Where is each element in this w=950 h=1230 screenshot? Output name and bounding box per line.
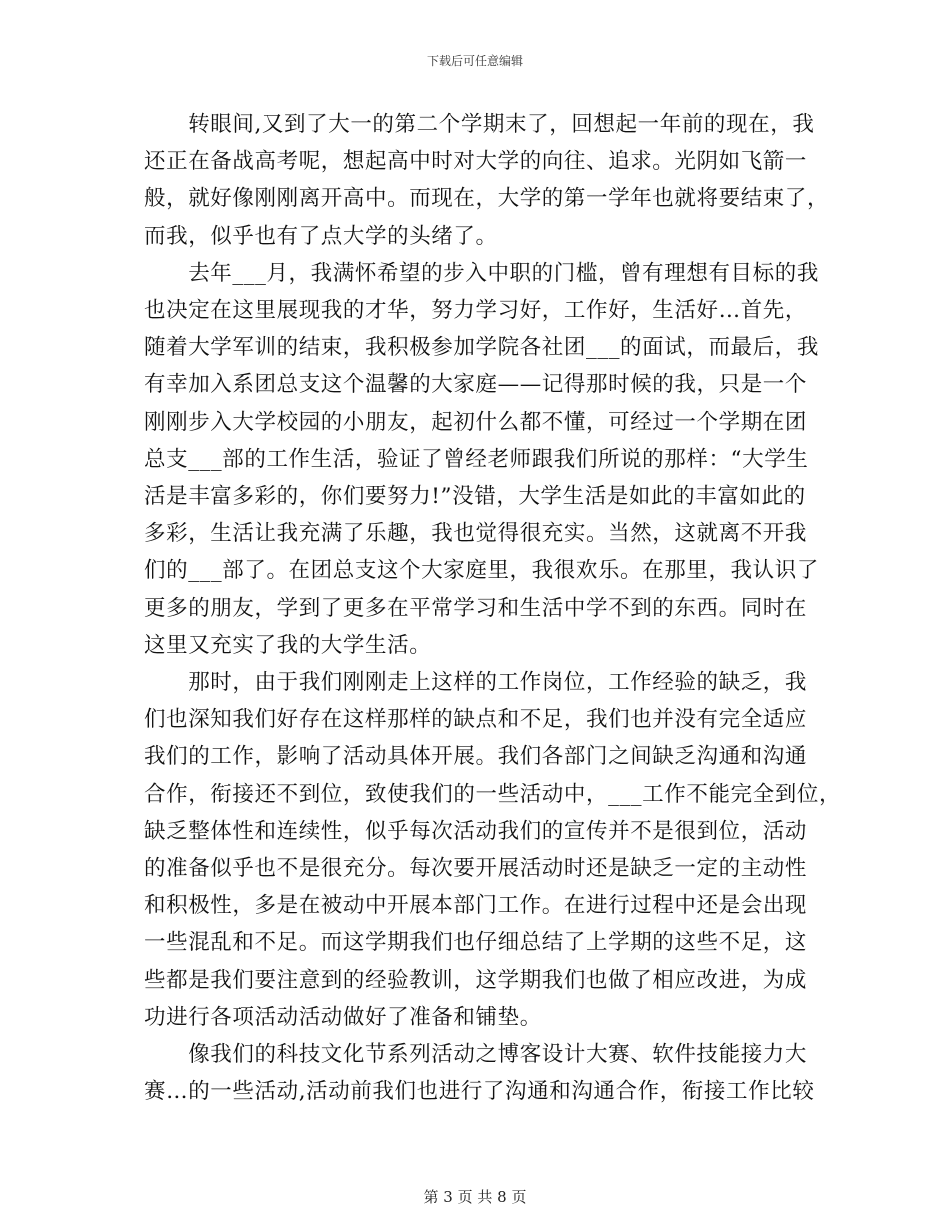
text-line: 般，就好像刚刚离开高中。而现在，大学的第一学年也就将要结束了， <box>144 186 830 212</box>
text-line: 这里又充实了我的大学生活。 <box>144 632 432 658</box>
text-line: 些都是我们要注意到的经验教训，这学期我们也做了相应改进，为成 <box>144 967 808 993</box>
text-line: 像我们的科技文化节系列活动之博客设计大赛、软件技能接力大 <box>144 1042 808 1068</box>
text-line: 转眼间,又到了大一的第二个学期末了，回想起一年前的现在，我 <box>144 112 815 137</box>
text-line: 赛…的一些活动,活动前我们也进行了沟通和沟通合作，衔接工作比较 <box>144 1079 815 1105</box>
page-header: 下载后可任意编辑 <box>426 54 523 68</box>
text-line: 还正在备战高考呢，想起高中时对大学的向往、追求。光阴如飞箭一 <box>144 149 808 175</box>
text-line: 合作，衔接还不到位，致使我们的一些活动中，___工作不能完全到位， <box>144 781 842 807</box>
page-footer: 第 3 页 共 8 页 <box>423 1188 527 1206</box>
text-line: 那时，由于我们刚刚走上这样的工作岗位，工作经验的缺乏，我 <box>144 670 808 696</box>
text-line: 活是丰富多彩的，你们要努力!”没错，大学生活是如此的丰富如此的 <box>144 484 806 510</box>
paragraph-4 <box>144 1036 814 1110</box>
text-line: 们的___部了。在团总支这个大家庭里，我很欢乐。在那里，我认识了 <box>144 558 819 584</box>
paragraph-3 <box>144 664 842 1036</box>
text-line: 随着大学军训的结束，我积极参加学院各社团___的面试，而最后，我 <box>144 335 819 361</box>
text-line: 我们的工作，影响了活动具体开展。我们各部门之间缺乏沟通和沟通 <box>144 744 808 770</box>
text-line: 总支___部的工作生活，验证了曾经老师跟我们所说的那样：“大学生 <box>144 446 809 472</box>
text-line: 和积极性，多是在被动中开展本部门工作。在进行过程中还是会出现 <box>144 893 808 919</box>
text-line: 而我，似乎也有了点大学的头绪了。 <box>144 223 498 249</box>
text-line: 一些混乱和不足。而这学期我们也仔细总结了上学期的这些不足，这 <box>144 930 808 956</box>
text-line: 功进行各项活动活动做好了准备和铺垫。 <box>144 1004 542 1030</box>
paragraph-1 <box>144 106 830 255</box>
text-line: 的准备似乎也不是很充分。每次要开展活动时还是缺乏一定的主动性 <box>144 856 808 882</box>
text-line: 更多的朋友，学到了更多在平常学习和生活中学不到的东西。同时在 <box>144 595 808 621</box>
text-line: 刚刚步入大学校园的小朋友，起初什么都不懂，可经过一个学期在团 <box>144 409 808 435</box>
text-line: 多彩，生活让我充满了乐趣，我也觉得很充实。当然，这就离不开我 <box>144 521 808 547</box>
text-line: 有幸加入系团总支这个温馨的大家庭——记得那时候的我，只是一个 <box>144 372 808 398</box>
text-line: 也决定在这里展现我的才华，努力学习好，工作好，生活好…首先， <box>144 298 808 324</box>
text-line: 去年___月，我满怀希望的步入中职的门槛，曾有理想有目标的我 <box>144 260 819 286</box>
document-body <box>144 106 842 1110</box>
text-line: 缺乏整体性和连续性，似乎每次活动我们的宣传并不是很到位，活动 <box>144 818 808 844</box>
text-line: 们也深知我们好存在这样那样的缺点和不足，我们也并没有完全适应 <box>144 707 808 733</box>
paragraph-2 <box>144 255 819 664</box>
